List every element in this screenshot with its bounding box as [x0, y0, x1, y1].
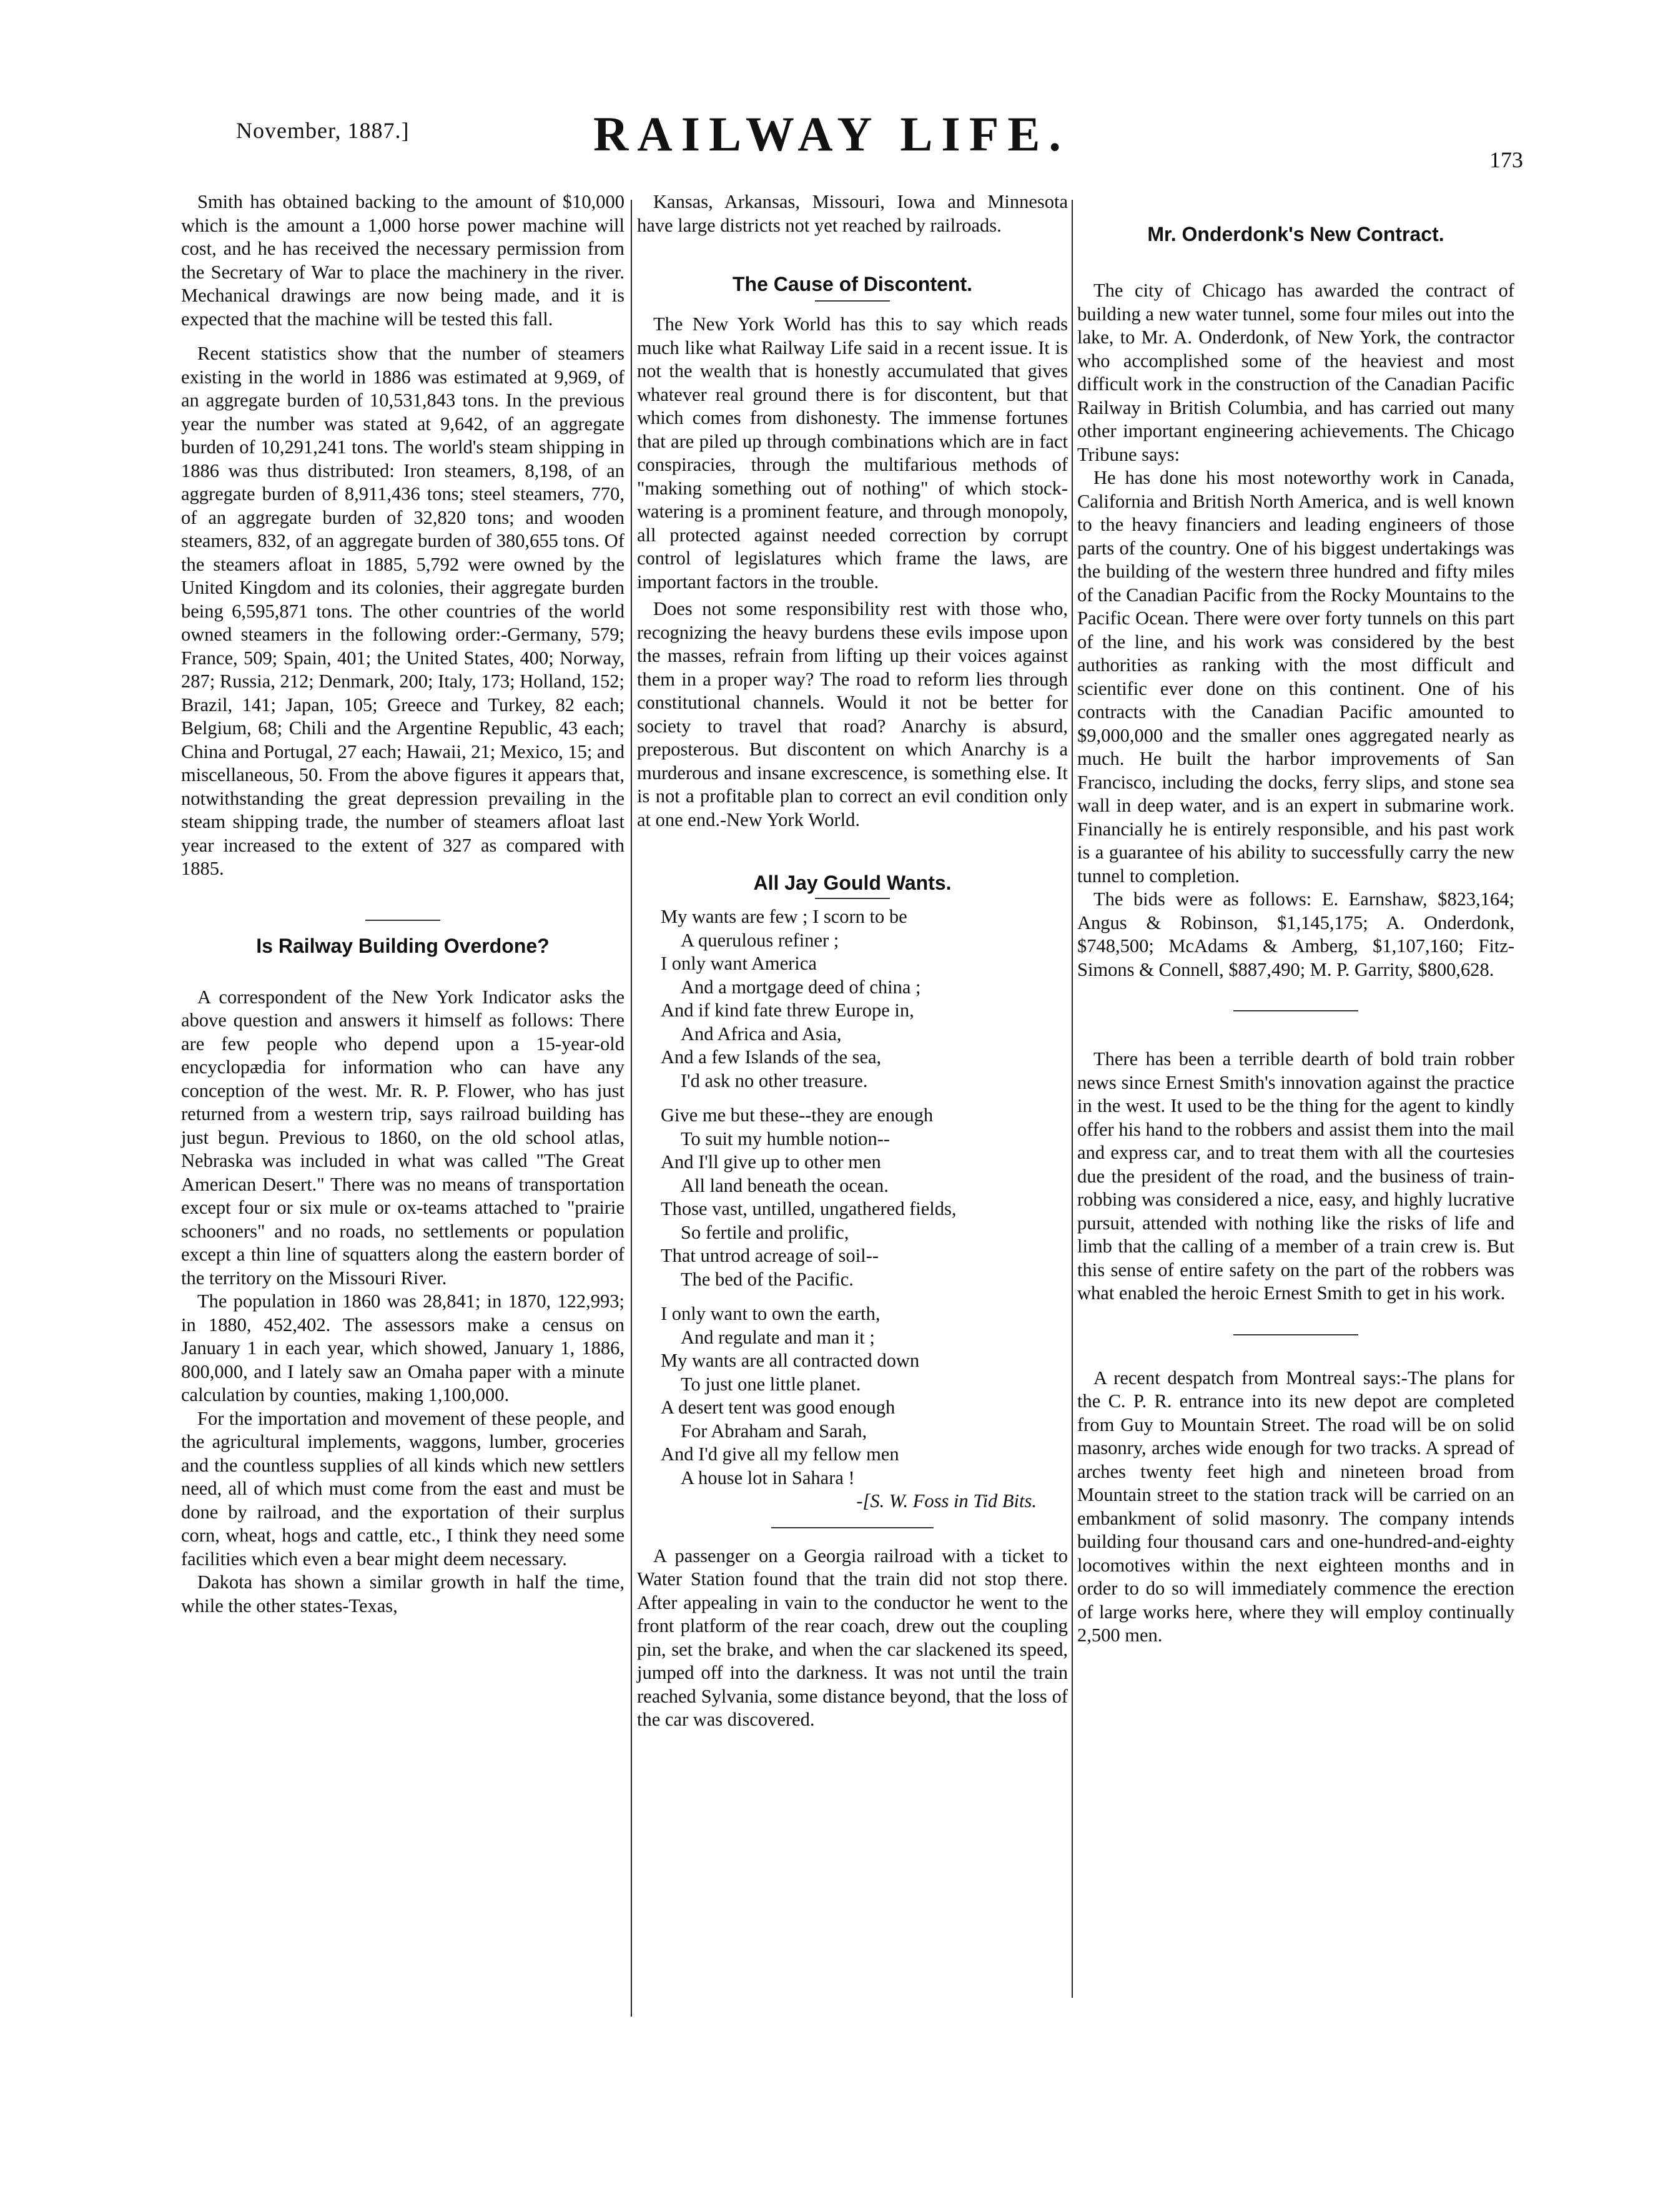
poem-line: To just one little planet. — [681, 1373, 861, 1395]
article-paragraph: There has been a terrible dearth of bold train robber news since Ernest Smith's innovation against the practice in the west. It used to be the thing for the agent to kindly offer his hand to the robbers and assist them into the mail and express car, and to treat them with all the courtesies due the president of the road, and the business of train-robbing was considered a nice, easy, and highly lucrative pursuit, attended with nothing like the risks of life and limb that the calling of a member of a train crew is. But this sense of entire safety on the part of the robbers was what enabled the heroic Ernest Smith to get in his work. — [1077, 1048, 1514, 1304]
poem-line: My wants are few ; I scorn to be — [661, 906, 907, 927]
section-separator — [1233, 1010, 1358, 1011]
article-paragraph: A recent despatch from Montreal says:-The plans for the C. P. R. entrance into its new depot are completed from Guy to Mountain Street. The road will be on solid masonry, arches wide enough for two tracks. A spread of arches twenty feet high and nineteen broad from Mountain street to the station track will be carried on an embankment of solid masonry. The company intends building four thousand cars and one-hundred-and-eighty locomotives within the next eighteen months and in order to do so will immediately commence the erection of large works here, where they will employ continually 2,500 men. — [1077, 1367, 1514, 1646]
article-paragraph: The city of Chicago has awarded the contract of building a new water tunnel, some four miles out into the lake, to Mr. A. Onderdonk, of New York, the contractor who accomplished some of the heaviest and most difficult work in the construction of the Canadian Pacific Railway in British Columbia, and has carried out many other important engineering achievements. The Chicago Tribune says: — [1077, 280, 1514, 465]
poem-line: To suit my humble notion-- — [681, 1128, 891, 1149]
poem-line: That untrod acreage of soil-- — [661, 1245, 879, 1266]
article-paragraph: A passenger on a Georgia railroad with a ticket to Water Station found that the train did not stop there. After appealing in vain to the conductor he went to the front platform of the rear coach, drew out the coupling pin, set the brake, and when the car slackened its speed, jumped off into the darkness. It was not until the train reached Sylvania, some distance beyond, that the loss of the car was discovered. — [637, 1545, 1068, 1730]
article-paragraph: Kansas, Arkansas, Missouri, Iowa and Minnesota have large districts not yet reached by railroads. — [637, 191, 1068, 236]
poem-line: And Africa and Asia, — [681, 1023, 842, 1045]
poem-stanza — [637, 905, 1068, 1093]
article-heading: Mr. Onderdonk's New Contract. — [1147, 223, 1444, 245]
poem-line: All land beneath the ocean. — [681, 1174, 889, 1196]
article-paragraph: Smith has obtained backing to the amount of $10,000 which is the amount a 1,000 horse power machine will cost, and he has received the necessary permission from the Secretary of War to place the machinery in the river. Mechanical drawings are now being made, and it is expected that the machine will be tested this fall. — [181, 191, 624, 330]
article-paragraph: A correspondent of the New York Indicator asks the above question and answers it himself as follows: There are few people who depend upon a 15-year-old encyclopædia for information who can have any conception of the west. Mr. R. P. Flower, who has just returned from a western trip, says railroad building has just begun. Previous to 1860, on the old school atlas, Nebraska was included in what was called "The Great American Desert." There was no means of transportation except four or six mule or ox-teams attached to "prairie schooners" and no roads, no settlements or population except a thin line of squatters along the eastern border of the territory on the Missouri River. — [181, 986, 624, 1289]
poem-attribution: -[S. W. Foss in Tid Bits. — [856, 1490, 1037, 1512]
article-paragraph: He has done his most noteworthy work in Canada, California and British North America, and is well known to the heavy financiers and leading engineers of those parts of the country. One of his biggest undertakings was the building of the western three hundred and fifty miles of the Canadian Pacific from the Rocky Mountains to the Pacific Ocean. There were over forty tunnels on this part of the line, and his work was considered by the best authorities as ranking with the most difficult and scientific ever done on this continent. One of his contracts with the Canadian Pacific amounted to $9,000,000 and the smaller ones aggregated nearly as much. He built the harbor improvements of San Francisco, including the docks, ferry slips, and stone sea wall in deep water, and is an expert in submarine work. Financially he is entirely responsible, and his past work is a guarantee of his ability to successfully carry the new tunnel to completion. — [1077, 467, 1514, 887]
poem — [637, 905, 1068, 1513]
article-paragraph: The New York World has this to say which reads much like what Railway Life said in a recent issue. It is not the wealth that is honestly accumulated that gives whatever real ground there is for discontent, but that which comes from dishonesty. The immense fortunes that are piled up through combinations which are in fact conspiracies, through the multifarious methods of "making something out of nothing" of which stock-watering is a prominent feature, and through monopoly, all protected against needed correction by corrupt control of legislatures which frame the laws, are important factors in the trouble. — [637, 313, 1068, 592]
article-paragraph: The bids were as follows: E. Earnshaw, $823,164; Angus & Robinson, $1,145,175; A. Onderdonk, $748,500; McAdams & Amberg, $1,107,160; Fitz-Simons & Connell, $887,490; M. P. Garrity, $800,628. — [1077, 888, 1514, 980]
poem-line: The bed of the Pacific. — [681, 1268, 854, 1290]
poem-line: A house lot in Sahara ! — [681, 1467, 855, 1488]
poem-heading: All Jay Gould Wants. — [753, 872, 952, 894]
poem-line: And a mortgage deed of china ; — [681, 976, 921, 998]
article-heading: The Cause of Discontent. — [732, 273, 973, 295]
column-divider-right — [1072, 200, 1073, 1998]
poem-line: Give me but these--they are enough — [661, 1104, 934, 1126]
article-paragraph: Does not some responsibility rest with those who, recognizing the heavy burdens these evils impose upon the masses, refrain from lifting up their voices against them in a proper way? The road to reform lies through constitutional channels. Would it not be better for society to travel that road? Anarchy is absurd, preposterous. But discontent on which Anarchy is a murderous and insane excrescence, is something else. It is not a profitable plan to correct an evil condition only at one end.-New York World. — [637, 598, 1068, 830]
poem-line: A desert tent was good enough — [661, 1397, 896, 1418]
article-paragraph: Recent statistics show that the number of steamers existing in the world in 1886 was estimated at 9,969, of an aggregate burden of 10,531,843 tons. In the previous year the number was stated at 9,642, of an aggregate burden of 10,291,241 tons. The world's steam shipping in 1886 was thus distributed: Iron steamers, 8,198, of an aggregate burden of 8,911,436 tons; steel steamers, 770, of an aggregate burden of 32,820 tons; and wooden steamers, 832, of an aggregate burden of 380,655 tons. Of the steamers afloat in 1885, 5,792 were owned by the United Kingdom and its colonies, their aggregate burden being 6,595,871 tons. The other countries of the world owned steamers in the following order:-Germany, 579; France, 509; Spain, 401; the United States, 400; Norway, 287; Russia, 212; Denmark, 200; Italy, 173; Holland, 152; Brazil, 141; Japan, 105; Greece and Turkey, 82 each; Belgium, 68; Chili and the Argentine Republic, 43 each; China and Portugal, 27 each; Hawaii, 21; Mexico, 15; and miscellaneous, 50. From the above figures it appears that, notwithstanding the great depression prevailing in the steam shipping trade, the number of steamers afloat last year increased to the extent of 327 as compared with 1885. — [181, 343, 624, 879]
issue-date: November, 1887.] — [236, 118, 410, 143]
poem-line: And I'd give all my fellow men — [661, 1443, 899, 1465]
column-3 — [1077, 190, 1514, 1648]
poem-line: A querulous refiner ; — [681, 929, 839, 951]
masthead-title: RAILWAY LIFE. — [593, 107, 1070, 161]
article-paragraph: The population in 1860 was 28,841; in 1870, 122,993; in 1880, 452,402. The assessors make a census on January 1 in each year, which showed, January 1, 1886, 800,000, and I lately saw an Omaha paper with a minute calculation by counties, making 1,100,000. — [181, 1290, 624, 1405]
poem-line: And if kind fate threw Europe in, — [661, 1000, 914, 1021]
poem-line: I only want to own the earth, — [661, 1303, 881, 1324]
section-separator — [1233, 1334, 1358, 1335]
poem-line: And a few Islands of the sea, — [661, 1046, 882, 1068]
poem-line: My wants are all contracted down — [661, 1350, 920, 1371]
heading-rule — [815, 300, 890, 302]
poem-line: I'd ask no other treasure. — [681, 1069, 868, 1091]
article-paragraph: Dakota has shown a similar growth in half the time, while the other states-Texas, — [181, 1571, 624, 1616]
article-heading: Is Railway Building Overdone? — [256, 934, 550, 957]
poem-line: Those vast, untilled, ungathered fields, — [661, 1198, 957, 1219]
poem-stanza — [637, 1104, 1068, 1291]
poem-line: For Abraham and Sarah, — [681, 1420, 867, 1442]
column-1 — [181, 190, 624, 1618]
article-paragraph: For the importation and movement of these people, and the agricultural implements, waggons, lumber, groceries and the countless supplies of all kinds which new settlers need, all of which must come from the east and must be done by railroad, and the exportation of their surplus corn, wheat, hogs and cattle, etc., I think they need some facilities which even a bear might deem necessary. — [181, 1407, 624, 1570]
poem-line: So fertile and prolific, — [681, 1221, 849, 1243]
section-separator — [365, 920, 440, 921]
poem-line: And I'll give up to other men — [661, 1151, 881, 1172]
column-2 — [637, 190, 1068, 1732]
poem-stanza — [637, 1302, 1068, 1490]
poem-line: I only want America — [661, 953, 817, 974]
heading-rule — [815, 898, 890, 899]
poem-line: And regulate and man it ; — [681, 1326, 875, 1348]
section-separator — [771, 1527, 934, 1528]
page-number: 173 — [1489, 147, 1523, 172]
column-divider-left — [631, 200, 632, 2017]
